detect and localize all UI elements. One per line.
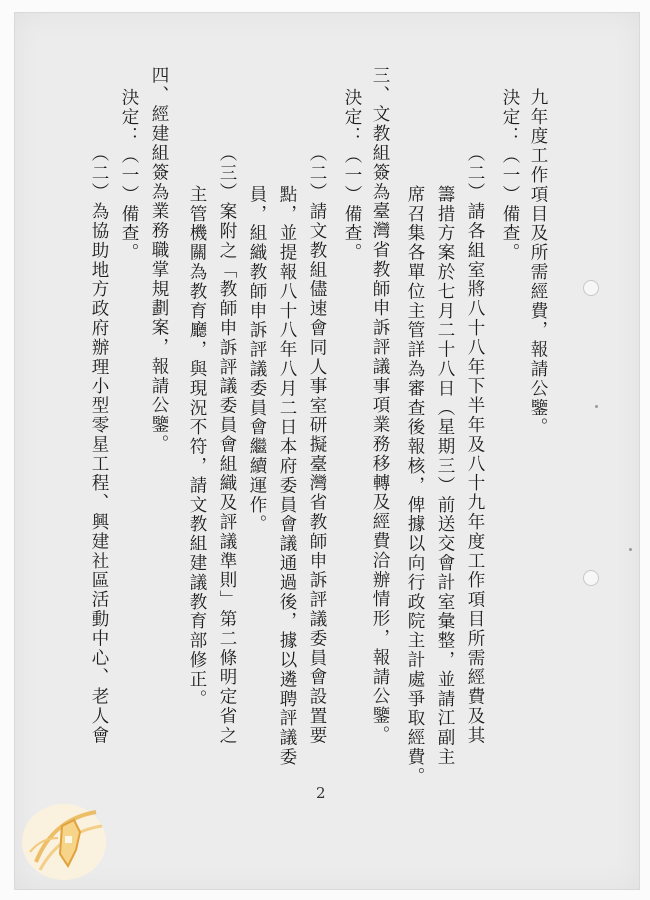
text-column-7: 決定：（一）備查。 — [342, 88, 362, 263]
text-column-12: 主管機關為教育廳，與現況不符，請文教組建議教育部修正。 — [187, 185, 207, 709]
text-column-6: 三、文教組簽為臺灣省教師申訴評議事項業務移轉及經費洽辦情形，報請公鑒。 — [370, 66, 390, 745]
scan-speck — [629, 548, 632, 551]
text-column-4: 籌措方案於七月二十八日（星期三）前送交會計室彙整，並請江副主 — [435, 185, 455, 767]
text-column-9: 點，並提報八十八年八月二日本府委員會議通過後，據以遴聘評議委 — [277, 185, 297, 767]
text-column-11: （三）案附之「教師申訴評議委員會組織及評議準則」第二條明定省之 — [217, 144, 237, 746]
text-column-3: （二）請各組室將八十八年下半年及八十九年度工作項目所需經費及其 — [465, 144, 485, 746]
taiwan-archive-watermark-logo — [18, 792, 116, 884]
punch-hole-bottom — [583, 570, 599, 586]
text-column-1: 九年度工作項目及所需經費，報請公鑒。 — [528, 88, 548, 438]
text-column-8: （二）請文教組儘速會同人事室研擬臺灣省教師申訴評議委員會設置要 — [307, 144, 327, 746]
punch-hole-top — [583, 280, 599, 296]
scan-speck — [595, 405, 598, 408]
text-column-2: 決定：（一）備查。 — [500, 88, 520, 263]
page-number: 2 — [316, 784, 326, 802]
text-column-10: 員，組織教師申訴評議委員會繼續運作。 — [247, 185, 267, 535]
text-column-14: 決定：（一）備查。 — [119, 88, 139, 263]
text-column-5: 席召集各單位主管詳為審查後報核，俾據以向行政院主計處爭取經費。 — [405, 185, 425, 787]
text-column-13: 四、經建組簽為業務職掌規劃案，報請公鑒。 — [149, 66, 169, 454]
text-column-15: （二）為協助地方政府辦理小型零星工程、興建社區活動中心、老人會 — [89, 144, 109, 746]
